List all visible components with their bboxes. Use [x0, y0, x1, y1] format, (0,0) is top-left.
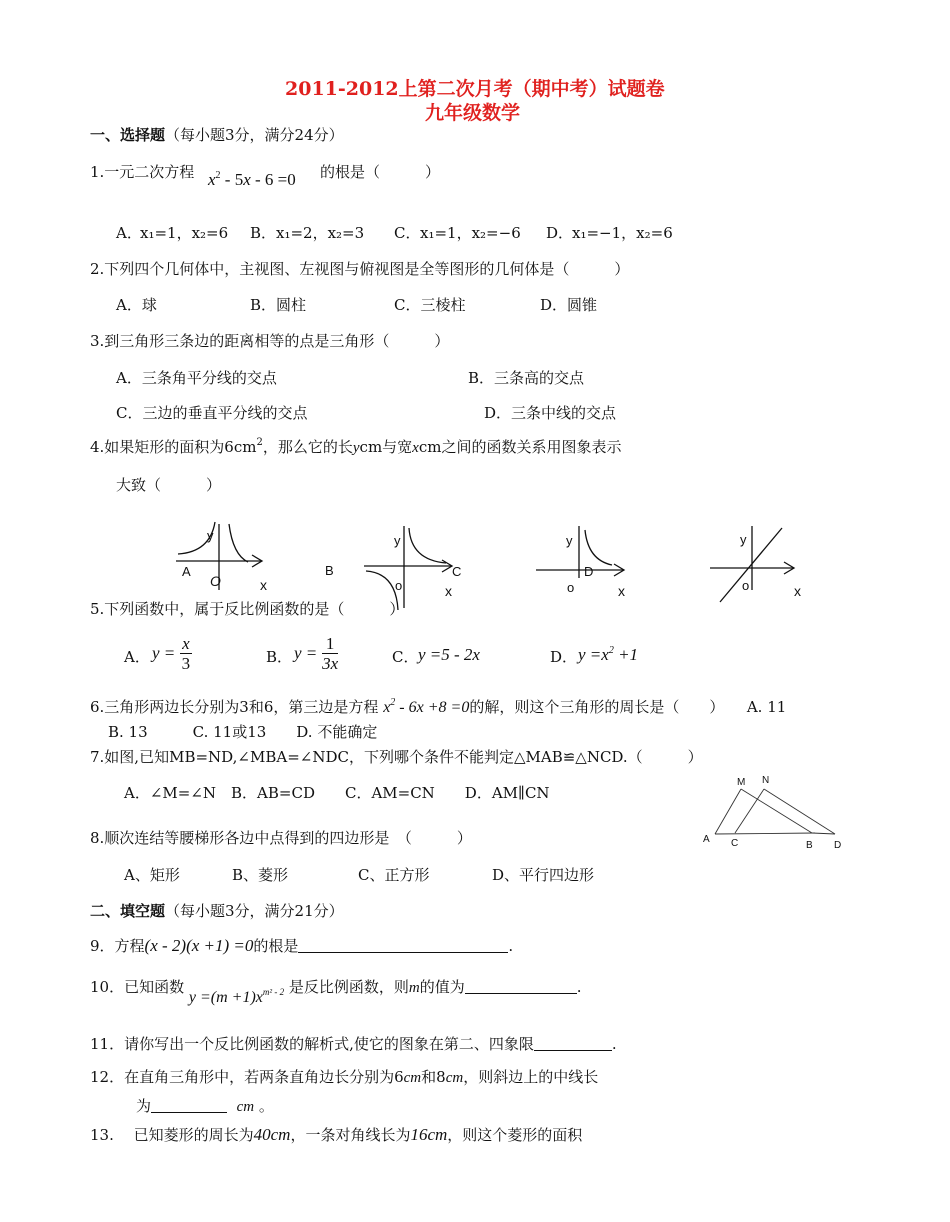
figure-segment-nd	[764, 789, 835, 834]
graph-b-curve-right	[409, 528, 446, 563]
question-13-text: 13. 已知菱形的周长为	[90, 1126, 254, 1144]
question-10-text-3: 的值为	[419, 978, 465, 996]
figure-base-line	[715, 833, 815, 834]
figure-segment-bd	[812, 833, 835, 834]
graph-a-x-label: x	[260, 577, 267, 593]
section-title: 二、填空题	[90, 902, 166, 920]
graph-b-label: B	[325, 563, 334, 578]
question-10-text: 10．已知函数	[90, 978, 185, 996]
question-3-option-a: A．三条角平分线的交点	[116, 369, 277, 387]
graph-a-y-label: y	[207, 528, 214, 543]
graph-d-y-label: y	[740, 532, 747, 547]
graph-c-label: D	[584, 564, 594, 579]
figure-label-c: C	[731, 838, 739, 849]
figure-label-a: A	[703, 834, 710, 845]
question-10-var-m: m	[408, 980, 420, 996]
question-1-suffix: 的根是（ ）	[320, 163, 441, 181]
question-5-option-c: y =5 - 2x	[418, 645, 480, 664]
answer-blank-12[interactable]	[151, 1097, 227, 1113]
question-11-end: .	[611, 1035, 617, 1053]
section-heading-fill	[90, 900, 344, 921]
question-5-option-b	[294, 634, 338, 673]
question-8-option-c: C、正方形	[358, 866, 430, 884]
question-8-option-b: B、菱形	[232, 866, 289, 884]
graph-d-origin: o	[742, 578, 750, 593]
option-a-lhs: y =	[152, 643, 176, 663]
question-7-options: A．∠M=∠N B．AB=CD C．AM=CN D．AM∥CN	[124, 784, 550, 802]
option-a-denominator: 3	[181, 654, 191, 673]
question-1-stem: 1.一元二次方程	[90, 163, 195, 181]
question-6-eq-tail: - 6x +8 =0	[395, 699, 470, 716]
question-12-end: 。	[258, 1097, 274, 1115]
question-10-eq-base: y =(m +1)x	[188, 989, 263, 1006]
answer-blank-10[interactable]	[465, 978, 577, 994]
graph-d-line	[720, 528, 782, 602]
graph-a-label: A	[182, 564, 191, 579]
question-1-option-a-label: A．	[116, 224, 142, 242]
question-10-eq-exponent: m² - 2	[262, 987, 285, 997]
question-1-option-a: x₁=1，x₂=6	[140, 224, 229, 242]
option-b-numerator: 1	[322, 634, 338, 654]
question-5-option-c-label: C．	[392, 648, 419, 666]
option-d-expr: y =x	[578, 645, 609, 664]
graph-c-x-label: x	[618, 583, 625, 599]
question-1-option-b-label: B．	[250, 224, 277, 242]
graph-c-y-label: y	[566, 533, 573, 548]
question-3-option-c: C．三边的垂直平分线的交点	[116, 404, 308, 422]
graph-c-origin: o	[567, 580, 575, 595]
question-3-option-d: D．三条中线的交点	[484, 404, 617, 422]
question-5-stem: 5.下列函数中，属于反比例函数的是（ ）	[90, 600, 405, 618]
page-title: 2011-2012上第二次月考（期中考）试题卷	[285, 78, 665, 100]
figure-segment-mb	[741, 789, 812, 833]
section-note: （每小题3分，满分24分）	[165, 126, 344, 144]
graph-b-origin: o	[395, 578, 403, 593]
question-11	[90, 1033, 617, 1054]
question-4-var-y: y	[352, 440, 360, 456]
question-9-equation: (x - 2)(x +1) =0	[144, 936, 254, 955]
question-10	[90, 976, 582, 1006]
option-b-lhs: y =	[294, 643, 318, 663]
question-7-stem: 7.如图,已知MB=ND,∠MBA=∠NDC，下列哪个条件不能判定△MAB≌△NCD.（ ）	[90, 748, 703, 766]
question-12-text-4: 为	[136, 1097, 152, 1115]
question-7-figure	[690, 766, 860, 856]
question-4-var-x: x	[412, 440, 419, 456]
option-a-numerator: x	[182, 634, 190, 653]
question-3-option-b: B．三条高的交点	[468, 369, 585, 387]
option-d-tail: +1	[613, 645, 639, 664]
section-title: 一、选择题	[90, 126, 166, 144]
figure-label-m: M	[737, 777, 746, 788]
question-12-line-2	[136, 1095, 274, 1116]
question-12-text: 12．在直角三角形中，若两条直角边长分别为6	[90, 1068, 404, 1086]
question-9-text-2: 的根是	[253, 937, 299, 955]
graph-b-y-label: y	[394, 533, 401, 548]
question-8-option-d: D、平行四边形	[492, 866, 595, 884]
question-12-text-tail: ，则斜边上的中线长	[463, 1068, 599, 1086]
question-4-text-d: cm之间的函数关系用图象表示	[418, 438, 622, 456]
question-3-stem: 3.到三角形三条边的距离相等的点是三角形（ ）	[90, 332, 450, 350]
question-11-text: 11．请你写出一个反比例函数的解析式,使它的图象在第二、四象限	[90, 1035, 534, 1053]
question-8-option-a: A、矩形	[124, 866, 180, 884]
question-4-text-c: cm与宽	[359, 438, 413, 456]
question-12-unit-3: cm	[236, 1099, 255, 1115]
question-4-stem: 4.如果矩形的面积为$6cm^2$，那么它的长ycm与宽xcm之间的函数关系用图象表示	[90, 437, 622, 456]
figure-segment-am	[715, 789, 741, 834]
question-13-diagonal: 16cm	[410, 1125, 448, 1144]
question-9	[90, 935, 513, 956]
question-2-option-a: A．球	[116, 296, 157, 314]
question-6-eq-x: x	[383, 699, 391, 716]
question-2-option-c: C．三棱柱	[394, 296, 466, 314]
question-6-text: 6.三角形两边长分别为3和6，第三边是方程	[90, 698, 379, 716]
question-12	[90, 1066, 598, 1087]
answer-blank-9[interactable]	[298, 937, 508, 953]
question-6-equation: $x^2 - 6x +8 =0$	[383, 697, 470, 716]
question-13	[90, 1124, 582, 1145]
question-10-equation	[189, 989, 284, 1006]
graph-c-curve	[585, 530, 612, 565]
question-5-option-d-label: D．	[550, 648, 578, 666]
question-6-text-2: 的解，则这个三角形的周长是（ ） A. 11	[469, 698, 787, 716]
question-5-option-d: $y =x^2 +1$	[578, 645, 639, 664]
figure-label-d: D	[834, 840, 842, 851]
question-5-option-b-label: B．	[266, 648, 293, 666]
graph-b-x-label: x	[445, 583, 452, 599]
question-8-stem: 8.顺次连结等腰梯形各边中点得到的四边形是 （ ）	[90, 829, 472, 847]
question-1-option-d-label: D．	[546, 224, 574, 242]
answer-blank-11[interactable]	[534, 1035, 612, 1051]
question-4-stem-2: 大致（ ）	[116, 476, 222, 494]
question-1-equation: $x^2 - 5x - 6 =0$	[208, 170, 296, 189]
question-1-option-c: x₁=1，x₂=−6	[420, 224, 521, 242]
graph-d-x-label: x	[794, 583, 801, 599]
question-1-option-b: x₁=2，x₂=3	[276, 224, 365, 242]
question-10-end: .	[576, 978, 582, 996]
question-10-text-2: 是反比例函数，则	[288, 978, 409, 996]
graph-a-origin: O	[210, 573, 221, 589]
question-13-perimeter: 40cm	[253, 1125, 291, 1144]
question-12-unit-2: cm	[445, 1070, 464, 1086]
question-4-text-a: 4.如果矩形的面积为6cm	[90, 438, 257, 456]
question-2-stem: 2.下列四个几何体中，主视图、左视图与俯视图是全等图形的几何体是（ ）	[90, 260, 630, 278]
section-note: （每小题3分，满分21分）	[165, 902, 344, 920]
question-13-text-3: ，则这个菱形的面积	[447, 1126, 583, 1144]
question-12-unit-1: cm	[403, 1070, 422, 1086]
question-5-option-a	[152, 634, 192, 673]
figure-label-n: N	[762, 775, 770, 786]
graph-b-c-mark: C	[452, 564, 462, 579]
question-1-option-d: x₁=−1，x₂=6	[572, 224, 673, 242]
question-6-options: B. 13 C. 11或13 D. 不能确定	[108, 723, 378, 741]
question-2-option-d: D．圆锥	[540, 296, 598, 314]
question-2-option-b: B．圆柱	[250, 296, 307, 314]
question-1-option-c-label: C．	[394, 224, 421, 242]
figure-label-b: B	[806, 840, 813, 851]
question-13-text-2: ，一条对角线长为	[290, 1126, 411, 1144]
question-12-text-mid: 和8	[421, 1068, 446, 1086]
question-4-text-b: ，那么它的长	[262, 438, 353, 456]
option-b-denominator: 3x	[322, 654, 339, 673]
question-5-option-a-label: A．	[124, 648, 150, 666]
question-9-text: 9．方程	[90, 937, 145, 955]
question-9-end: .	[508, 937, 514, 955]
figure-segment-cn	[735, 789, 764, 833]
graph-a-curve-right	[229, 524, 248, 562]
page-subtitle: 九年级数学	[425, 102, 521, 124]
question-6-stem	[90, 696, 786, 717]
